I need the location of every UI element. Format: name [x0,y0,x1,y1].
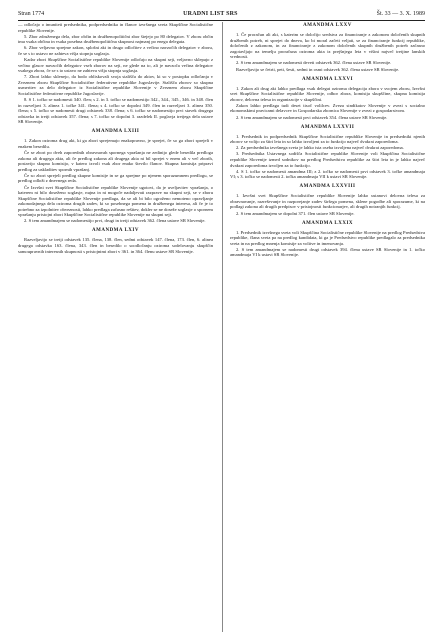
issue-info: Št. 33 — 3. X. 1989 [376,11,425,17]
page-header [18,11,425,18]
paragraph: 7. Zbori lahko sklenejo, da bodo obliskovali svoja stališča do aktov, ki so v postopku odločanja v Zveznem zboru Skupščine Socialistične federativne republike Jugoslavije. Stališča zborov so skupna usmeritev za delo delegatov iz Socialistične republike Slovenije v Zveznem zboru Skupščine Socialistične federativne republike Jugoslavije. [18,74,213,96]
paragraph: 6. Zbor veljavno sprejme zakon, splošni akt in drugo odločitev z večino navzočih delegatov v zboru, če se s to ustavo ne zahteva višja stopnja soglasja. [18,45,213,56]
paragraph: Če Izvršni svet Skupščine Socialistične republike Slovenije ugotovi, da je uveljavitev vprašanja, o katerem ni bilo doseženo soglasje, nujna in ni mogoče nadaljevati razprave na skupni seji, se v zboru Skupščine Socialistične republike Slovenije predlaga, da se ali bi bilo ogroženo nemoteno opravljanje zakonodajnega dela oziroma drugih zadev, ki so posebnega pomena in družbenega interesa, ali če je to potrebno za izpolnitev obveznosti, lahko predlaga začasno rešitev, dokler se ne doseže soglasje o spornem vprašanju pristojni zbori Skupščine Socialistične republike Slovenije na skupni seji. [18,184,213,218]
paragraph: Zakon lahko predlaga tudi deset tisoč volilcev. Zveza sindikatov Slovenije v zvezi s socialno ekonomskimi pravicami delavcev in Gospodarska zbornica Slovenije v zvezi z gospodarstvom. [230,102,425,114]
paragraph: 5. Zbor združenega dela, zbor občin in družbenopolitični zbor štejejo po 80 delegatov. V zboru občin ima vsaka občina in vsaka posebna družbenopolitična skupnost najmanj po enega delegata. [18,33,213,45]
paragraph: 2. Za predsednika izvršnega sveta je lahko ista oseba izvoljena največ dvakrat zaporedoma. [236,145,404,151]
paragraph: 4. S 1. točko se nadomesti amandma III; z 2. točko se nadomesti prvi odstavek 3. točke amandmaja VI; s 3. točko se nadomesti 2. točka amandmaja VII k ustavi SR Slovenije. [230,168,425,180]
paragraph: 2. S tem amandmajem se nadomestijo prvi, drugi in tretji odstavek 362. člena ustave SR Slovenije. [24,218,206,224]
paragraph: 1. Zakon oziroma drug akt, ki ga zbori sprejemajo enakopravno, je sprejet, če so ga zbori sprejeli v enakem besedilu. [18,138,213,149]
paragraph: Kadar zbori Skupščine Socialistične republike Slovenije odločajo na skupni seji, veljavno sklepajo z večino glasov navzočih delegatov vseh zborov na seji, ne glede na to, ali je navzoča večina delegatov vsakega zbora, če se s to ustavo ne zahteva višja stopnja soglasja. [18,57,213,74]
paragraph: 1. Če proračun ali akt, s katerim se določijo sredstva za financiranje z zakonom določenih skupnih družbenih potreb, ni sprejet do dneva, ko bi moral začeti veljati, se za financiranje funkcij republike, določenih z zakonom, in za financiranje z zakonom določenih skupnih družbenih potreb začasno zagotavljajo na temelju proračuna oziroma akta iz prejšnjega leta v višini največ tretjine lanskih vrednosti. [230,32,425,60]
header-rule [18,20,425,21]
paragraph: 2. S tem amandmajem se nadomesti deveti odstavek 362. člena ustave SR Slovenije. [236,60,392,66]
amendment-heading: AMANDMA LXXV [303,23,352,28]
paragraph: 3. Predsednika Ustavnega sodišča Socialistične republike Slovenije voli Skupščina Socialistične republike Slovenije izmed sodnikov na predlog Predsedstva republike za štiri leta in je lahko največ dvakrat zaporedoma izvoljen za to funkcijo. [230,151,425,168]
publication-title: URADNI LIST SRS [183,11,238,17]
amendment-heading: AMANDMA LXXVII [300,124,355,130]
paragraph: 1. Predsednik in podpredsednik Skupščine Socialistične republike Slovenije in predsedniki njenih zborov se volijo za štiri leta in so lahko izvoljeni za to funkcijo največ dvakrat zaporedoma. [230,133,425,145]
amendment-heading: AMANDMA LXXVI [301,76,354,82]
column-divider [222,22,223,632]
paragraph: — odločajo o imuniteti predsednika, podpredsednika in članov izvršnega sveta Skupščine Socialistične republike Slovenije. [18,22,213,33]
paragraph: 2. S tem amandmajem se nadomesti prvi odstavek 354. člena ustave SR Slovenije. [236,114,388,120]
paragraph: 1. Predsednik izvršnega sveta voli Skupščina Socialistične republike Slovenije na predlog Predsedstva republike, člana sveta pa na predlog kandidata, ki ga je Predsedstvo republike predlagalo za predsednika sveta in na predlog mnenja komisije za volitve in imenovanja. [230,229,425,246]
paragraph: Če so zbori sprejeli predlog skupne komisije in se ga sprejme po njenem sporazumnem predlogu, se predlog odloži z dnevnega reda. [18,172,213,184]
amendment-heading: AMANDMA LXIV [92,228,139,234]
right-column [230,22,425,634]
amendment-heading: AMANDMA LXIII [91,129,140,135]
paragraph: Razveljavijo se tretji odstavek 135. člena, 138. člen, sedmi odstavek 147. člena, 173. člen, 6. alinea drugega odstavka 163. člena, 343. člen in besedilo o soodločanju oziroma sodelovanju skupščin samoupravnih interesnih skupnosti s pristojnimi zbori v 361. in 364. členu ustave SR Slovenije. [18,237,213,254]
amendment-heading: AMANDMA LXXIX [301,220,354,226]
left-column [18,22,213,634]
paragraph: Če se zbori po dveh zaporednih obravnavah spornega vprašanja ne zedinijo glede besedila predloga zakona ali drugega akta, ali če predlog zakona ali drugega akta ni bil sprejet v enem ali v več zborih, postavijo skupno komisijo, v katero izvoli vsak zbor enako število članov. Skupna komisija pripravi predlog za uskladitev spornih vprašanj. [18,150,213,172]
page-number: Stran 1774 [18,11,45,17]
paragraph: 2. S tem amandmajem se nadomesti drugi odstavek 394. člena ustave SR Slovenije in 1. točko amandmaja VI k ustavi SR Slovenije. [230,246,425,258]
paragraph: 1. Zakon ali drug akt lahko predlaga vsak delegat oziroma delegacija zbora v svojem zboru, Izvršni svet Skupščine Socialistične republike Slovenije, odbor zbora, komisija skupščine, skupna komisija zborov, delovna telesa in organizacije v skupščini. [230,85,425,102]
amendment-heading: AMANDMA LXXVIII [299,184,356,190]
paragraph: Razveljavijo se četrti, peti, šesti, sedmi in osmi odstavek 362. člena ustave SR Slovenije. [236,66,400,72]
paragraph: 8. S 1. točko se nadomesti 340. člen; s 2. in 3. točko se nadomestijo 342., 344., 345., 346. in 348. člen in razveljavi 3. alinea 1. točke 341. člena; s 4. točko se dopolni 349. člen in razveljavi 3. alinea 350. člena; s 5. točko se nadomesti drugi odstavek 338. člena; s 6. točko se nadomestijo prvi stavek drugega odstavka in tretji odstavek 357. člena; s 7. točko se dopolni 3. razdelek II. poglavja tretjega dela ustave SR Slovenije. [18,97,213,125]
paragraph: 1. Izvršni svet Skupščine Socialistične republike Slovenije lahko ustanovi delovna telesa za obravnavanje, razreševanje in razporejanje zadev širšega pomena, sklene pogodbe ali sporazume, ki na podlagi zakona ali drugih predpisov v pristojnosti funkcionarjev, ali drugih notranjih funkcij. [230,193,425,210]
paragraph: 2. S tem amandmajem se dopolni 371. člen ustave SR Slovenije. [236,210,355,216]
